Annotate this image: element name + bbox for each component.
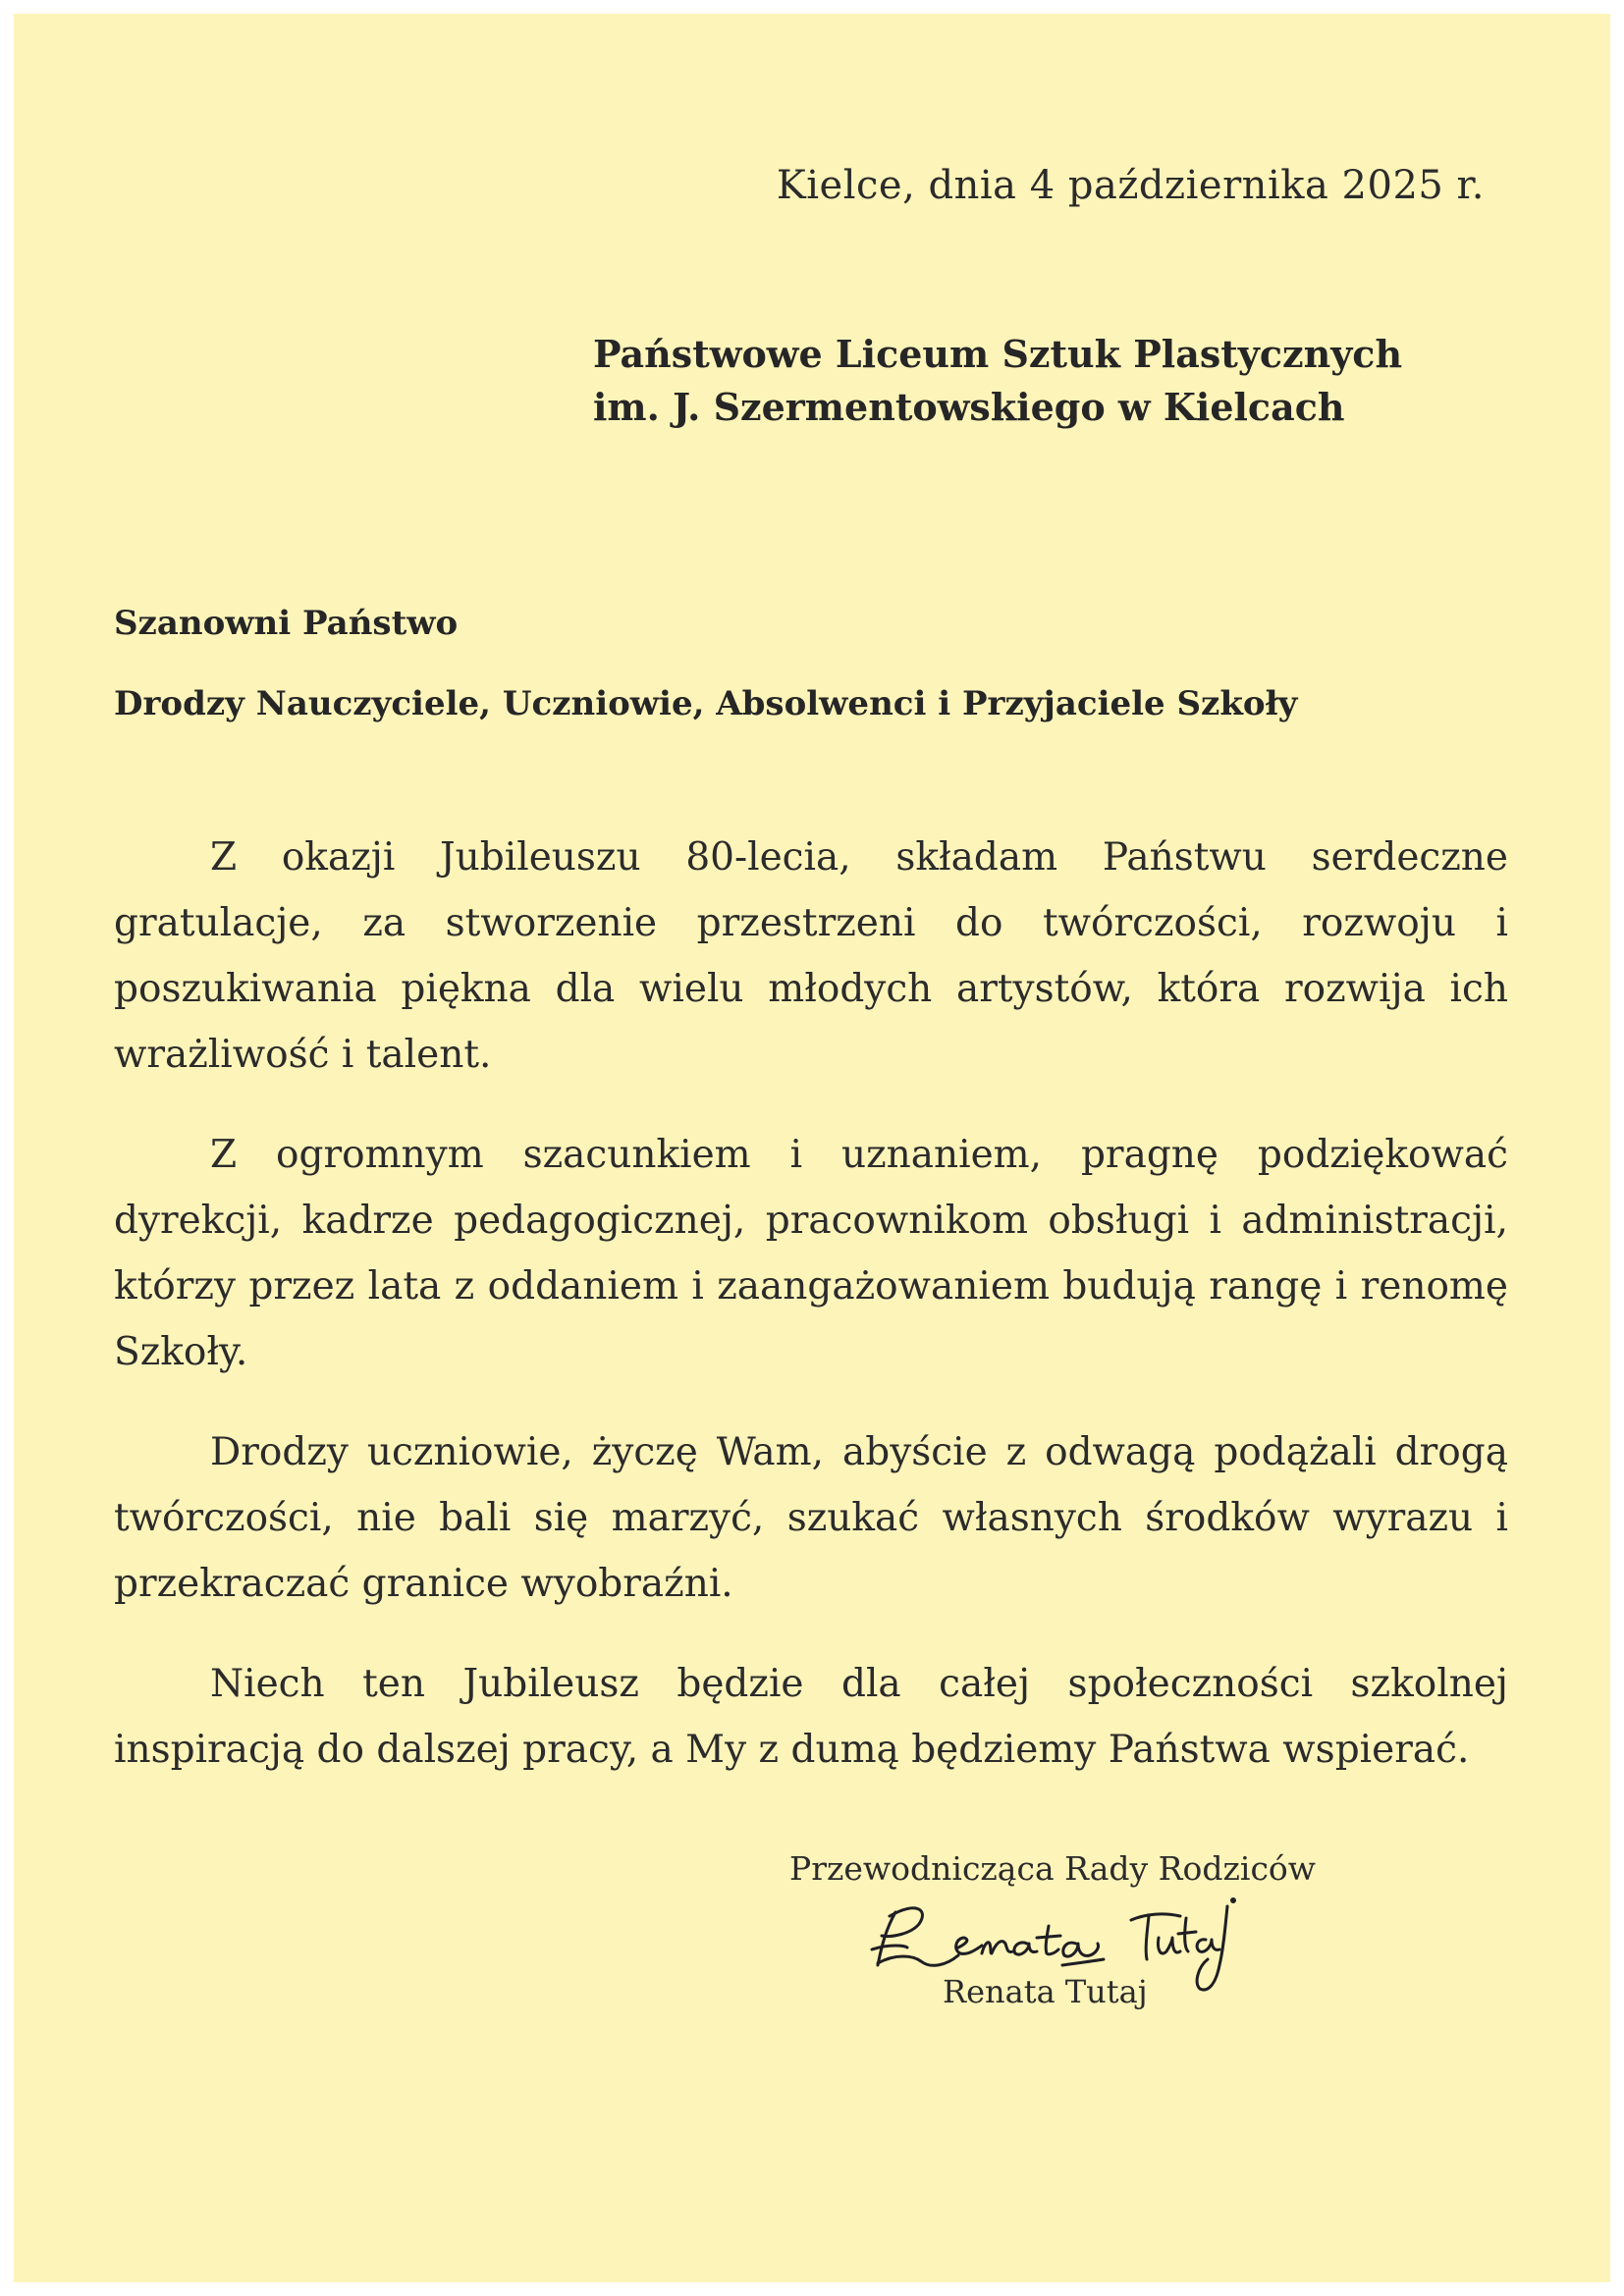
- recipient-line-1: Państwowe Liceum Sztuk Plastycznych: [593, 332, 1403, 376]
- salutation-block: [114, 599, 1297, 760]
- letter-date: Kielce, dnia 4 października 2025 r.: [776, 163, 1485, 208]
- paragraph: Z ogromnym szacunkiem i uznaniem, pragnę podziękować dyrekcji, kadrze pedagogicznej, pracownikom obsługi i administracji, którzy przez lata z oddaniem i zaangażowaniem budują rangę i renomę Szkoły.: [114, 1133, 1508, 1374]
- paragraph: Z okazji Jubileuszu 80-lecia, składam Państwu serdeczne gratulacje, za stworzenie przestrzeni do twórczości, rozwoju i poszukiwania piękna dla wielu młodych artystów, która rozwija ich wrażliwość i talent.: [114, 835, 1508, 1077]
- signature-block: [789, 1849, 1317, 2010]
- recipient-block: [593, 328, 1402, 434]
- salutation-line-2: Drodzy Nauczyciele, Uczniowie, Absolwenci i Przyjaciele Szkoły: [114, 684, 1298, 723]
- salutation-line-1: Szanowni Państwo: [114, 604, 459, 643]
- signatory-name: Renata Tutaj: [943, 1973, 1148, 2010]
- signatory-role: Przewodnicząca Rady Rodziców: [789, 1849, 1317, 1888]
- paragraph: Drodzy uczniowie, życzę Wam, abyście z odwagą podążali drogą twórczości, nie bali się marzyć, szukać własnych środków wyrazu i przekraczać granice wyobraźni.: [114, 1430, 1508, 1606]
- letter-body: [114, 825, 1508, 1817]
- paragraph: Niech ten Jubileusz będzie dla całej społeczności szkolnej inspiracją do dalszej pracy, a My z dumą będziemy Państwa wspierać.: [114, 1662, 1508, 1772]
- recipient-line-2: im. J. Szermentowskiego w Kielcach: [593, 385, 1345, 429]
- letter-page: [14, 14, 1610, 2282]
